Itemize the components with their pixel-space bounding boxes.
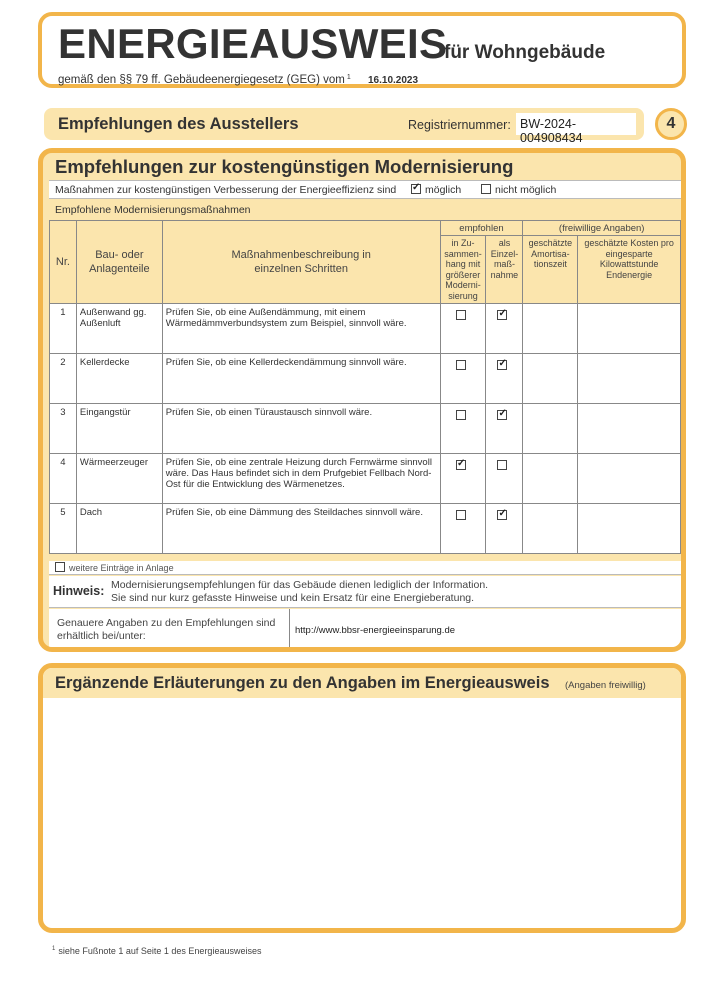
- row-amortization[interactable]: [523, 404, 578, 454]
- checkbox-icon[interactable]: [497, 460, 507, 470]
- checkbox-checked-icon[interactable]: [497, 510, 507, 520]
- page-number-badge: 4: [655, 108, 687, 140]
- header-nr: Nr.: [50, 221, 77, 304]
- checkbox-checked-icon[interactable]: [411, 184, 421, 194]
- row-amortization[interactable]: [523, 454, 578, 504]
- notice-text: [111, 579, 488, 605]
- header-single: als Einzel-maß-nahme: [486, 236, 523, 304]
- row-amortization[interactable]: [523, 504, 578, 554]
- table-row: [50, 304, 681, 354]
- header-in-context: in Zu-sammen-hang mit größerer Moderni-sierung: [440, 236, 486, 304]
- section-title: Empfehlungen des Ausstellers: [58, 115, 299, 133]
- details-url[interactable]: http://www.bbsr-energieeinsparung.de: [295, 625, 456, 636]
- option-possible-label: möglich: [425, 184, 462, 196]
- details-row: [49, 609, 681, 652]
- option-not-possible-label: nicht möglich: [495, 184, 557, 196]
- row-in-context-cell: [440, 454, 486, 504]
- row-component: Wärmeerzeuger: [76, 454, 162, 504]
- checkbox-checked-icon[interactable]: [497, 360, 507, 370]
- modernization-title: Empfehlungen zur kostengünstigen Modernisierung: [55, 156, 514, 177]
- header-voluntary: (freiwillige Angaben): [523, 221, 681, 236]
- table-row: [50, 404, 681, 454]
- footnote: [52, 946, 261, 956]
- more-entries-row: [49, 561, 681, 575]
- measures-question: Maßnahmen zur kostengünstigen Verbesserung der Energieeffizienz sind: [55, 184, 397, 196]
- row-description: Prüfen Sie, ob eine Dämmung des Steildaches sinnvoll wäre.: [162, 504, 440, 554]
- checkbox-checked-icon[interactable]: [497, 310, 507, 320]
- footnote-mark: 1: [346, 74, 351, 81]
- header-recommended: empfohlen: [440, 221, 523, 236]
- measures-table: [49, 220, 681, 554]
- table-row: [50, 454, 681, 504]
- row-costs[interactable]: [578, 504, 681, 554]
- row-amortization[interactable]: [523, 354, 578, 404]
- law-reference: [58, 74, 351, 86]
- explanations-title: Ergänzende Erläuterungen zu den Angaben im Energieausweis: [55, 674, 550, 692]
- row-description: Prüfen Sie, ob eine Kellerdeckendämmung sinnvoll wäre.: [162, 354, 440, 404]
- checkbox-icon[interactable]: [456, 310, 466, 320]
- row-single-cell: [486, 454, 523, 504]
- checkbox-checked-icon[interactable]: [456, 460, 466, 470]
- checkbox-icon[interactable]: [456, 410, 466, 420]
- more-entries-label: weitere Einträge in Anlage: [69, 563, 174, 573]
- row-in-context-cell: [440, 504, 486, 554]
- notice-line-1: Modernisierungsempfehlungen für das Gebäude dienen lediglich der Information.: [111, 579, 489, 591]
- row-description: Prüfen Sie, ob einen Türaustausch sinnvoll wäre.: [162, 404, 440, 454]
- row-in-context-cell: [440, 304, 486, 354]
- row-component: Außenwand gg. Außenluft: [76, 304, 162, 354]
- measures-possible-row: [49, 180, 681, 199]
- row-costs[interactable]: [578, 304, 681, 354]
- checkbox-icon[interactable]: [456, 360, 466, 370]
- checkbox-icon[interactable]: [481, 184, 491, 194]
- registration-label: Registriernummer:: [408, 118, 511, 132]
- footnote-mark: 1: [52, 946, 56, 952]
- row-component: Kellerdecke: [76, 354, 162, 404]
- row-costs[interactable]: [578, 404, 681, 454]
- notice-label: Hinweis:: [53, 584, 105, 598]
- checkbox-icon[interactable]: [456, 510, 466, 520]
- header-description: Maßnahmenbeschreibung in einzelnen Schritten: [162, 221, 440, 304]
- row-costs[interactable]: [578, 354, 681, 404]
- row-number: 3: [50, 404, 77, 454]
- row-single-cell: [486, 504, 523, 554]
- row-number: 4: [50, 454, 77, 504]
- explanations-note: (Angaben freiwillig): [565, 680, 646, 691]
- explanations-section: [38, 663, 686, 933]
- option-possible[interactable]: [411, 184, 461, 196]
- document-title: ENERGIEAUSWEIS: [58, 20, 448, 67]
- registration-number-field: BW-2024-004908434: [516, 113, 636, 135]
- notice-line-2: Sie sind nur kurz gefasste Hinweise und kein Ersatz für eine Energieberatung.: [111, 592, 475, 604]
- table-row: [50, 504, 681, 554]
- modernization-section: [38, 148, 686, 652]
- row-single-cell: [486, 404, 523, 454]
- explanations-content: [43, 698, 681, 928]
- row-amortization[interactable]: [523, 304, 578, 354]
- header-amortization: geschätzte Amortisa-tionszeit: [523, 236, 578, 304]
- row-in-context-cell: [440, 404, 486, 454]
- law-date: 16.10.2023: [368, 75, 419, 86]
- law-text: gemäß den §§ 79 ff. Gebäudeenergiegesetz (GEG) vom: [58, 74, 345, 86]
- more-entries-checkbox[interactable]: [55, 562, 65, 572]
- recommended-measures-label: Empfohlene Modernisierungsmaßnahmen: [55, 204, 251, 216]
- notice-row: [49, 576, 681, 608]
- option-not-possible[interactable]: [481, 184, 556, 196]
- row-single-cell: [486, 304, 523, 354]
- row-single-cell: [486, 354, 523, 404]
- row-component: Dach: [76, 504, 162, 554]
- header-costs: geschätzte Kosten pro eingesparte Kilowattstunde Endenergie: [578, 236, 681, 304]
- issuer-recommendations-bar: [44, 108, 644, 145]
- footnote-text: siehe Fußnote 1 auf Seite 1 des Energieausweises: [58, 946, 262, 956]
- header-component: Bau- oder Anlagenteile: [76, 221, 162, 304]
- row-number: 2: [50, 354, 77, 404]
- row-costs[interactable]: [578, 454, 681, 504]
- row-description: Prüfen Sie, ob eine zentrale Heizung durch Fernwärme sinnvoll wäre. Das Haus befindet sich in dem Prufgebiet Fellbach Nord-Ost für die Entwicklung des Wärmenetzes.: [162, 454, 440, 504]
- explanations-header: [43, 668, 681, 698]
- row-number: 5: [50, 504, 77, 554]
- document-subtitle: für Wohngebäude: [444, 42, 606, 63]
- divider: [289, 609, 290, 652]
- certificate-header: [38, 12, 686, 88]
- row-number: 1: [50, 304, 77, 354]
- row-component: Eingangstür: [76, 404, 162, 454]
- checkbox-checked-icon[interactable]: [497, 410, 507, 420]
- row-description: Prüfen Sie, ob eine Außendämmung, mit einem Wärmedämmverbundsystem zum Beispiel, sinnvoll wäre.: [162, 304, 440, 354]
- row-in-context-cell: [440, 354, 486, 404]
- details-label: Genauere Angaben zu den Empfehlungen sind erhältlich bei/unter:: [57, 617, 276, 642]
- table-row: [50, 354, 681, 404]
